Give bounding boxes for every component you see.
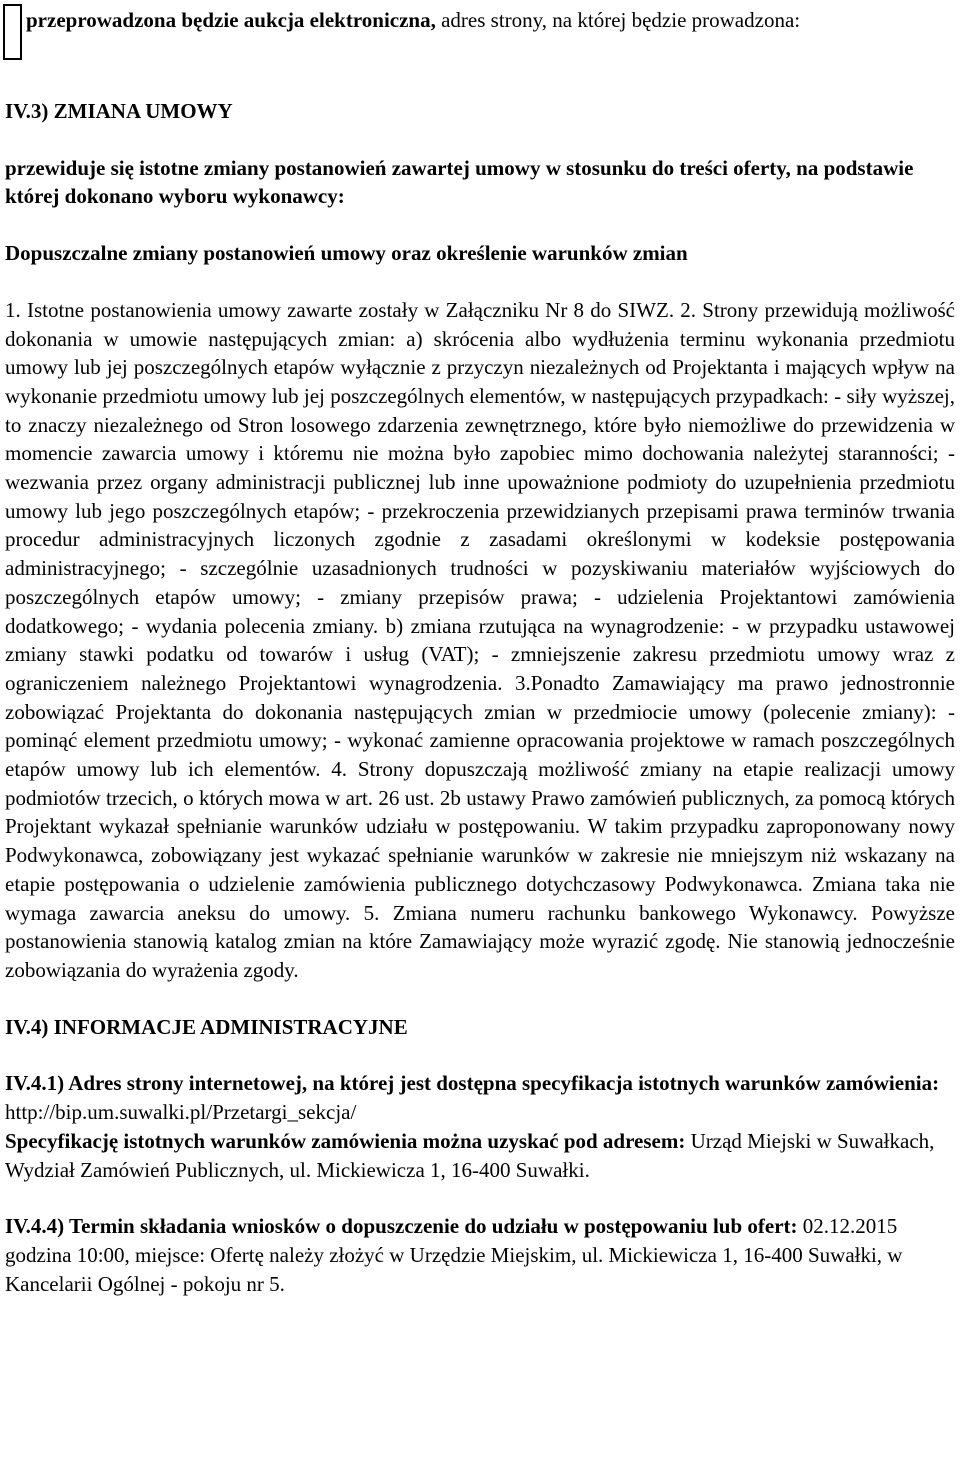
- przewiduje-text: przewiduje się istotne zmiany postanowień zawartej umowy w stosunku do treści oferty, na podstawie której dokonano wyboru wykonawcy:: [5, 155, 914, 209]
- aukcja-rest: adres strony, na której będzie prowadzona:: [435, 8, 801, 32]
- adres-label: IV.4.1) Adres strony internetowej, na której jest dostępna specyfikacja istotnych warunków zamówienia:: [5, 1071, 940, 1096]
- informacje-heading-text: IV.4) INFORMACJE ADMINISTRACYJNE: [5, 1014, 408, 1039]
- section-heading-informacje: [5, 1013, 955, 1042]
- adres-strony-paragraph: [5, 1069, 955, 1184]
- aukcja-text: [26, 6, 955, 35]
- termin-skladania-paragraph: [5, 1212, 955, 1298]
- termin-label: IV.4.4) Termin składania wniosków o dopuszczenie do udziału w postępowaniu lub ofert:: [5, 1214, 798, 1239]
- aukcja-option: [5, 6, 955, 60]
- document-page: [5, 4, 955, 1298]
- section-heading-zmiana-umowy: [5, 97, 955, 126]
- przewiduje-zmiany: [5, 154, 955, 211]
- adres-url: http://bip.um.suwalki.pl/Przetargi_sekcja/: [5, 1100, 357, 1125]
- dopuszczalne-text: Dopuszczalne zmiany postanowień umowy oraz określenie warunków zmian: [5, 241, 688, 266]
- spec-value: Urząd Miejski w Suwałkach, Wydział Zamówień Publicznych, ul. Mickiewicza 1, 16-400 Suwałki.: [5, 1128, 935, 1182]
- aukcja-checkbox: [3, 4, 22, 60]
- dopuszczalne-zmiany-heading: [5, 239, 955, 268]
- aukcja-bold: przeprowadzona będzie aukcja elektroniczna,: [26, 8, 436, 32]
- zmiana-body-paragraph: 1. Istotne postanowienia umowy zawarte zostały w Załączniku Nr 8 do SIWZ. 2. Strony przewidują możliwość dokonania w umowie następujących zmian: a) skrócenia albo wydłużenia terminu wykonania przedmiotu umowy lub jej poszczególnych etapów wyłącznie z przyczyn niezależnych od Projektanta i mających wpływ na wykonanie przedmiotu umowy lub jej poszczególnych elementów, w następujących przypadkach: - siły wyższej, to znaczy niezależnego od Stron losowego zdarzenia zewnętrznego, które było niemożliwe do przewidzenia w momencie zawarcia umowy i któremu nie można było zapobiec mimo dochowania należytej staranności; - wezwania przez organy administracji publicznej lub inne upoważnione podmioty do uzupełnienia przedmiotu umowy lub jego poszczególnych etapów; - przekroczenia przewidzianych przepisami prawa terminów trwania procedur administracyjnych liczonych zgodnie z zasadami określonymi w kodeksie postępowania administracyjnego; - szczególnie uzasadnionych trudności w pozyskiwaniu materiałów wyjściowych do poszczególnych etapów umowy; - zmiany przepisów prawa; - udzielenia Projektantowi zamówienia dodatkowego; - wydania polecenia zmiany. b) zmiana rzutująca na wynagrodzenie: - w przypadku ustawowej zmiany stawki podatku od towarów i usług (VAT); - zmniejszenie zakresu przedmiotu umowy wraz z ograniczeniem należnego Projektantowi wynagrodzenia. 3.Ponadto Zamawiający ma prawo jednostronnie zobowiązać Projektanta do dokonania następujących zmian w przedmiocie umowy (polecenie zmiany): - pominąć element przedmiotu umowy; - wykonać zamienne opracowania projektowe w ramach poszczególnych etapów umowy lub ich elementów. 4. Strony dopuszczają możliwość zmiany na etapie realizacji umowy podmiotów trzecich, o których mowa w art. 26 ust. 2b ustawy Prawo zamówień publicznych, za pomocą których Projektant wykazał spełnianie warunków udziału w postępowaniu. W takim przypadku zaproponowany nowy Podwykonawca, zobowiązany jest wykazać spełnianie warunków w zakresie nie mniejszym niż wskazany na etapie postępowania o udzielenie zamówienia publicznego dotychczasowy Podwykonawca. Zmiana taka nie wymaga zawarcia aneksu do umowy. 5. Zmiana numeru rachunku bankowego Wykonawcy. Powyższe postanowienia stanowią katalog zmian na które Zamawiający może wyrazić zgodę. Nie stanowią jednocześnie zobowiązania do wyrażenia zgody.: [5, 297, 955, 982]
- spec-label: Specyfikację istotnych warunków zamówienia można uzyskać pod adresem:: [5, 1128, 686, 1153]
- termin-value: 02.12.2015 godzina 10:00, miejsce: Ofertę należy złożyć w Urzędzie Miejskim, ul. Mickiewicza 1, 16-400 Suwałki, w Kancelarii Ogólnej - pokoju nr 5.: [5, 1214, 903, 1296]
- zmiana-heading-text: IV.3) ZMIANA UMOWY: [5, 99, 233, 123]
